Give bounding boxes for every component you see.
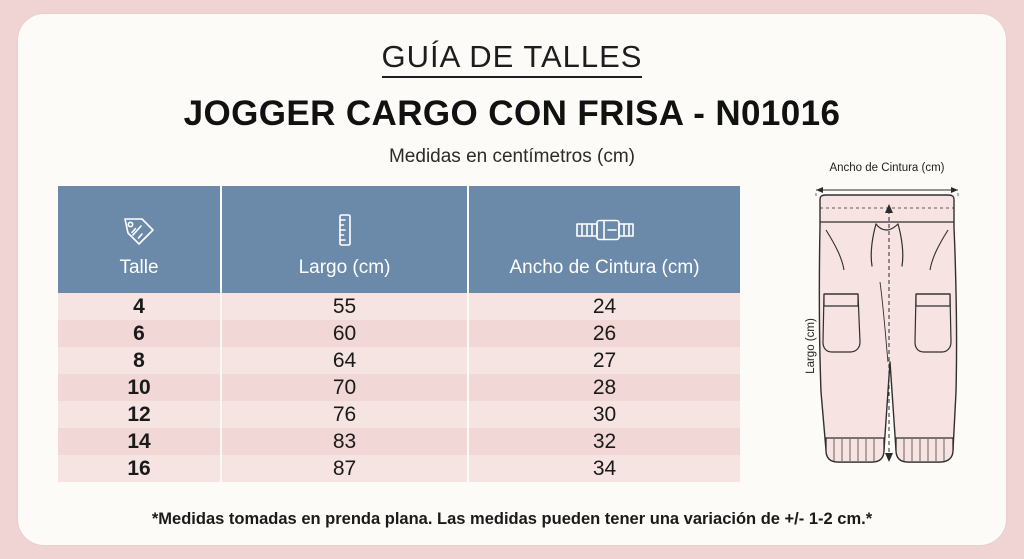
table-header-row [58, 186, 740, 293]
garment-diagram [780, 162, 994, 502]
cell-largo: 60 [221, 320, 468, 347]
table-row [58, 374, 740, 401]
column-header-largo-label: Largo (cm) [298, 257, 391, 278]
cell-ancho: 32 [468, 428, 740, 455]
table-row [58, 401, 740, 428]
table-row [58, 320, 740, 347]
column-header-talle [58, 186, 221, 293]
cell-ancho: 28 [468, 374, 740, 401]
cell-ancho: 27 [468, 347, 740, 374]
belt-icon [574, 213, 636, 247]
cell-largo: 70 [221, 374, 468, 401]
cell-ancho: 34 [468, 455, 740, 482]
cell-ancho: 30 [468, 401, 740, 428]
table-row [58, 428, 740, 455]
cell-talle: 14 [58, 428, 221, 455]
waist-measure-label: Ancho de Cintura (cm) [829, 162, 945, 174]
cell-talle: 16 [58, 455, 221, 482]
cell-talle: 6 [58, 320, 221, 347]
table-body [58, 293, 740, 482]
cell-largo: 83 [221, 428, 468, 455]
cell-ancho: 24 [468, 293, 740, 320]
column-header-ancho-label: Ancho de Cintura (cm) [509, 257, 700, 278]
cell-largo: 64 [221, 347, 468, 374]
cell-ancho: 26 [468, 320, 740, 347]
cell-talle: 10 [58, 374, 221, 401]
header [18, 14, 1006, 168]
column-header-talle-label: Talle [119, 257, 159, 278]
table-row [58, 455, 740, 482]
tag-icon [119, 213, 159, 247]
product-title: JOGGER CARGO CON FRISA - N01016 [183, 94, 841, 134]
size-guide-card [18, 14, 1006, 545]
ruler-icon [334, 213, 356, 247]
cell-largo: 87 [221, 455, 468, 482]
table-row [58, 347, 740, 374]
table-row [58, 293, 740, 320]
footnote: *Medidas tomadas en prenda plana. Las medidas pueden tener una variación de +/- 1-2 cm.* [151, 510, 873, 528]
cell-talle: 4 [58, 293, 221, 320]
page-title: GUÍA DE TALLES [382, 40, 643, 78]
cell-largo: 76 [221, 401, 468, 428]
cell-talle: 12 [58, 401, 221, 428]
units-subtitle: Medidas en centímetros (cm) [388, 146, 636, 168]
size-table [58, 186, 740, 482]
column-header-ancho [468, 186, 740, 293]
length-measure-label: Largo (cm) [805, 318, 817, 374]
cell-largo: 55 [221, 293, 468, 320]
column-header-largo [221, 186, 468, 293]
cell-talle: 8 [58, 347, 221, 374]
